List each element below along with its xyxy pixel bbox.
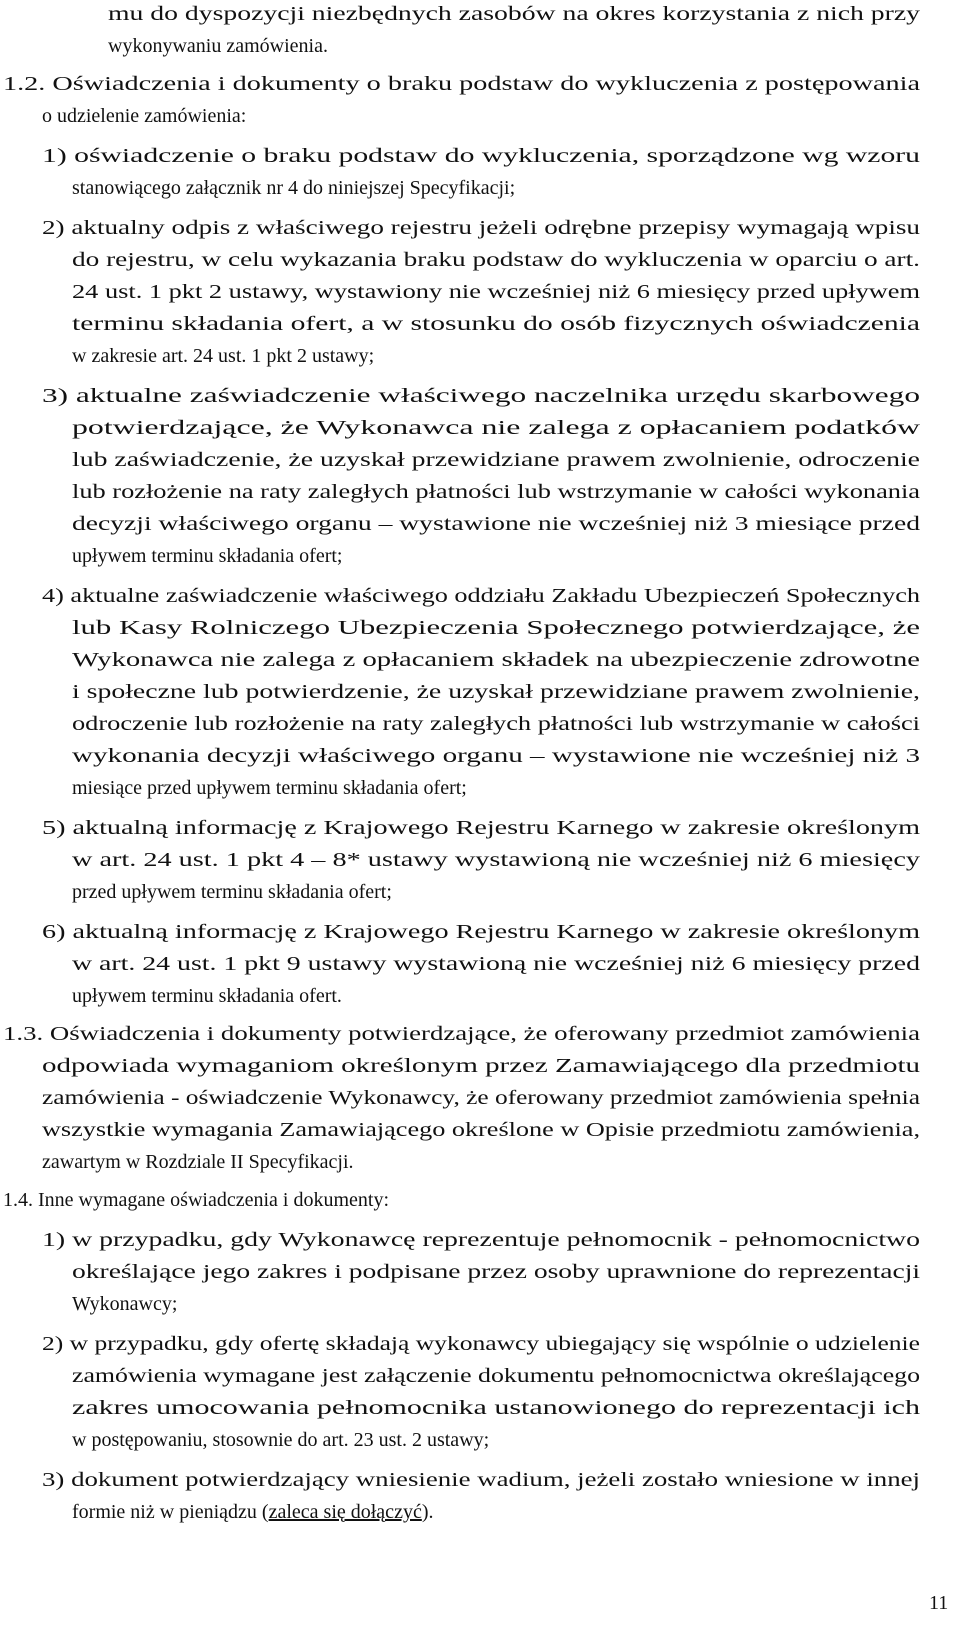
text-line: potwierdzające, że Wykonawca nie zalega z opłacaniem podatków (72, 417, 920, 439)
section-1-4-heading: 1.4. Inne wymagane oświadczenia i dokumenty: (3, 1189, 389, 1211)
text-line: mu do dyspozycji niezbędnych zasobów na okres korzystania z nich przy (108, 3, 920, 25)
text-line: Wykonawcy; (72, 1293, 178, 1315)
text-line: decyzji właściwego organu – wystawione nie wcześniej niż 3 miesiące przed (72, 513, 920, 535)
text-line: w art. 24 ust. 1 pkt 4 – 8* ustawy wystawioną nie wcześniej niż 6 miesięcy (72, 849, 920, 871)
list-item-2: 2) w przypadku, gdy ofertę składają wykonawcy ubiegający się wspólnie o udzielenie (42, 1333, 920, 1355)
text-line: odroczenie lub rozłożenie na raty zaległych płatności lub wstrzymanie w całości (72, 713, 921, 735)
list-item-3: 3) dokument potwierdzający wniesienie wadium, jeżeli zostało wniesione w innej (42, 1469, 920, 1491)
list-item-1: 1) w przypadku, gdy Wykonawcę reprezentuje pełnomocnik - pełnomocnictwo (42, 1229, 921, 1251)
list-item-1: 1) oświadczenie o braku podstaw do wykluczenia, sporządzone wg wzoru (42, 145, 920, 167)
list-item-3: 3) aktualne zaświadczenie właściwego naczelnika urzędu skarbowego (42, 385, 920, 407)
page-number: 11 (929, 1592, 949, 1614)
text-line: stanowiącego załącznik nr 4 do niniejszej Specyfikacji; (72, 177, 516, 199)
text-line: i społeczne lub potwierdzenie, że uzyskał przewidziane prawem zwolnienie, (72, 681, 921, 703)
text-line: lub Kasy Rolniczego Ubezpieczenia Społecznego potwierdzające, że (72, 617, 920, 639)
section-1-3-heading: 1.3. Oświadczenia i dokumenty potwierdzające, że oferowany przedmiot zamówienia (3, 1023, 920, 1045)
text-line: zamówienia - oświadczenie Wykonawcy, że oferowany przedmiot zamówienia spełnia (42, 1087, 920, 1109)
section-1-2-heading: 1.2. Oświadczenia i dokumenty o braku podstaw do wykluczenia z postępowania (3, 73, 920, 95)
list-item-4: 4) aktualne zaświadczenie właściwego oddziału Zakładu Ubezpieczeń Społecznych (42, 585, 920, 607)
text-line: zakres umocowania pełnomocnika ustanowionego do reprezentacji ich (72, 1397, 920, 1419)
text-line: upływem terminu składania ofert. (72, 985, 342, 1007)
underlined-note: zaleca się dołączyć (268, 1501, 422, 1523)
text-line: do rejestru, w celu wykazania braku podstaw do wykluczenia w oparciu o art. (72, 249, 921, 271)
text-line: lub zaświadczenie, że uzyskał przewidziane prawem zwolnienie, odroczenie (72, 449, 920, 471)
text-line: zawartym w Rozdziale II Specyfikacji. (42, 1151, 354, 1173)
text-line: o udzielenie zamówienia: (42, 105, 247, 127)
text-line: upływem terminu składania ofert; (72, 545, 343, 567)
text-line: w zakresie art. 24 ust. 1 pkt 2 ustawy; (72, 345, 375, 367)
text-line: w art. 24 ust. 1 pkt 9 ustawy wystawioną nie wcześniej niż 6 miesięcy przed (72, 953, 920, 975)
text-line: wszystkie wymagania Zamawiającego określone w Opisie przedmiotu zamówienia, (42, 1119, 920, 1141)
text-segment: formie niż w pieniądzu ( (72, 1501, 269, 1523)
text-segment: ). (421, 1501, 434, 1523)
list-item-6: 6) aktualną informację z Krajowego Rejestru Karnego w zakresie określonym (42, 921, 920, 943)
list-item-5: 5) aktualną informację z Krajowego Rejestru Karnego w zakresie określonym (42, 817, 920, 839)
text-line: wykonywaniu zamówienia. (108, 35, 328, 57)
text-line (72, 1502, 434, 1522)
text-line: wykonania decyzji właściwego organu – wystawione nie wcześniej niż 3 (72, 745, 921, 767)
text-line: Wykonawca nie zalega z opłacaniem składek na ubezpieczenie zdrowotne (72, 649, 920, 671)
text-line: miesiące przed upływem terminu składania ofert; (72, 777, 467, 799)
text-line: terminu składania ofert, a w stosunku do osób fizycznych oświadczenia (72, 313, 921, 335)
text-line: lub rozłożenie na raty zaległych płatności lub wstrzymanie w całości wykonania (72, 481, 920, 503)
text-line: w postępowaniu, stosownie do art. 23 ust. 2 ustawy; (72, 1429, 490, 1451)
text-line: zamówienia wymagane jest załączenie dokumentu pełnomocnictwa określającego (72, 1365, 920, 1387)
text-line: określające jego zakres i podpisane przez osoby uprawnione do reprezentacji (72, 1261, 920, 1283)
text-line: przed upływem terminu składania ofert; (72, 881, 392, 903)
list-item-2: 2) aktualny odpis z właściwego rejestru jeżeli odrębne przepisy wymagają wpisu (42, 217, 920, 239)
text-line: odpowiada wymaganiom określonym przez Zamawiającego dla przedmiotu (42, 1055, 920, 1077)
text-line: 24 ust. 1 pkt 2 ustawy, wystawiony nie wcześniej niż 6 miesięcy przed upływem (72, 281, 920, 303)
